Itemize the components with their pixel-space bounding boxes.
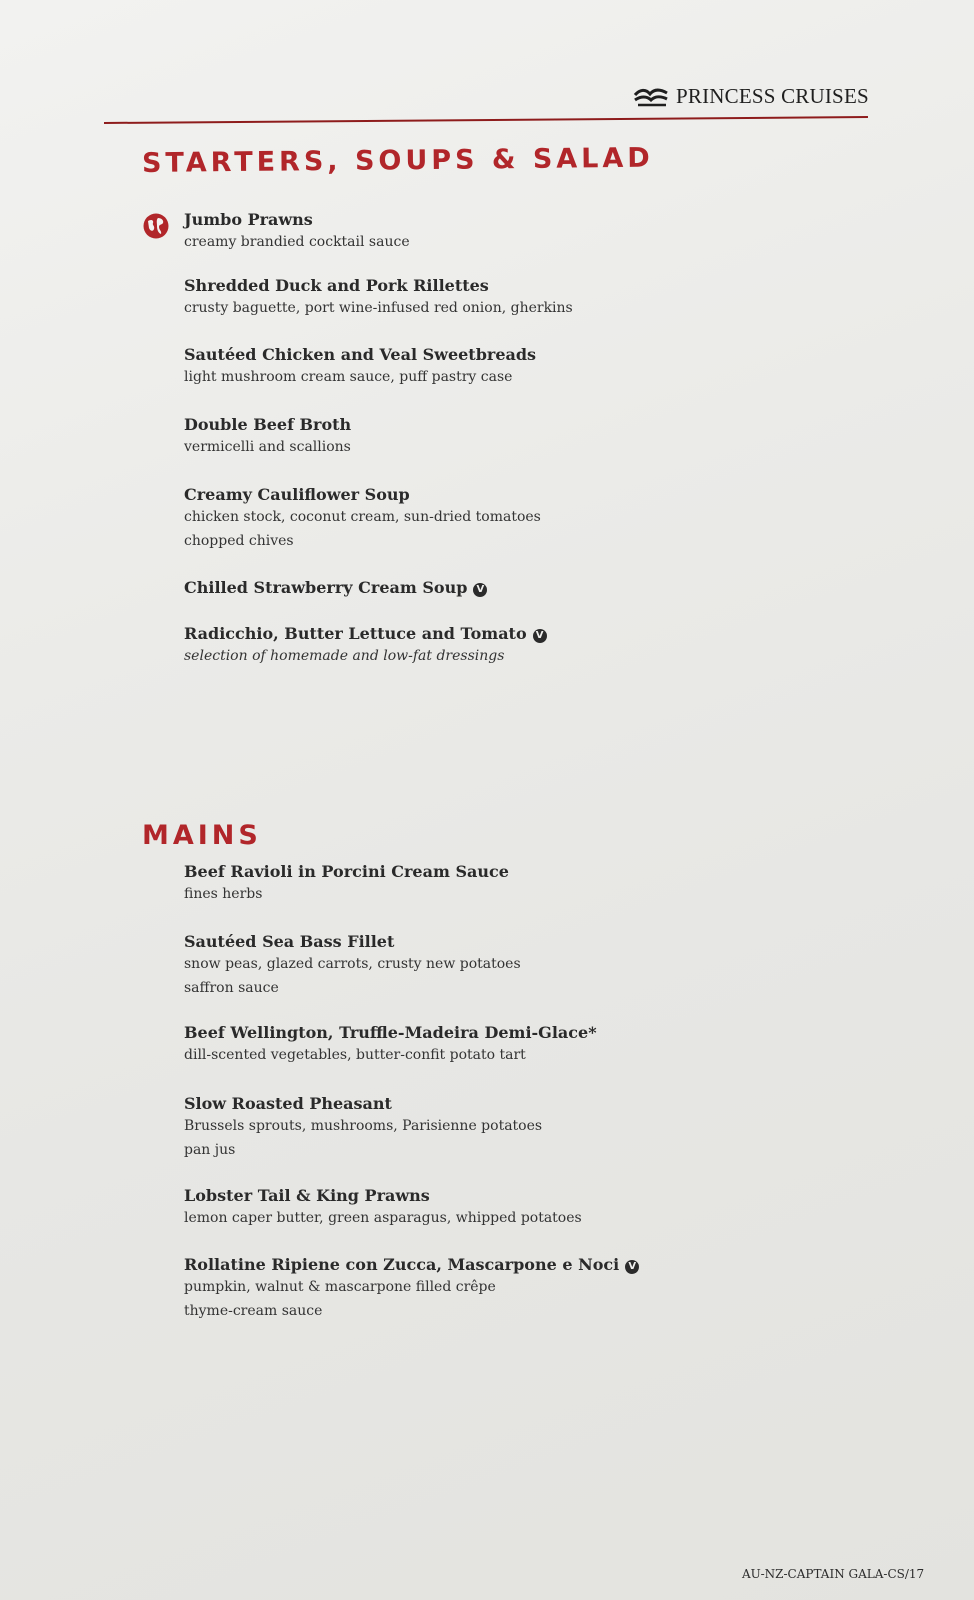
item-name <box>184 624 547 644</box>
item-name <box>184 1255 639 1275</box>
menu-item <box>184 1094 542 1162</box>
item-description: Brussels sprouts, mushrooms, Parisienne potatoes <box>184 1118 543 1134</box>
item-description: creamy brandied cocktail sauce <box>184 234 410 250</box>
menu-item <box>184 1186 582 1230</box>
item-name: Beef Ravioli in Porcini Cream Sauce <box>184 862 509 881</box>
item-name-text: Rollatine Ripiene con Zucca, Mascarpone e Noci <box>184 1255 620 1274</box>
vegetarian-icon: V <box>533 629 547 643</box>
menu-item <box>184 624 547 668</box>
menu-item <box>184 415 351 459</box>
brand-name: PRINCESS CRUISES <box>676 84 869 108</box>
menu-item <box>184 345 536 389</box>
item-name: Shredded Duck and Pork Rillettes <box>184 276 489 295</box>
item-name-text: Chilled Strawberry Cream Soup <box>184 578 468 597</box>
item-description: selection of homemade and low-fat dressings <box>184 648 505 664</box>
menu-item <box>184 485 541 553</box>
item-name: Lobster Tail & King Prawns <box>184 1186 430 1205</box>
item-description: vermicelli and scallions <box>184 439 351 455</box>
item-name-text: Radicchio, Butter Lettuce and Tomato <box>184 624 527 643</box>
menu-item <box>184 1023 597 1067</box>
menu-item <box>184 932 521 1000</box>
menu-item <box>184 276 573 320</box>
menu-item <box>184 862 509 906</box>
vegetarian-icon: V <box>625 1260 639 1274</box>
globe-icon <box>142 212 170 240</box>
item-name: Slow Roasted Pheasant <box>184 1094 392 1113</box>
item-description: pumpkin, walnut & mascarpone filled crêpe <box>184 1279 496 1295</box>
item-description: thyme-cream sauce <box>184 1303 323 1319</box>
footer-code: AU-NZ-CAPTAIN GALA-CS/17 <box>742 1567 925 1581</box>
item-name: Double Beef Broth <box>184 415 352 434</box>
princess-waves-logo-icon <box>632 86 670 108</box>
item-description: fines herbs <box>184 886 263 902</box>
item-description: chopped chives <box>184 533 294 549</box>
item-description: chicken stock, coconut cream, sun-dried tomatoes <box>184 509 541 525</box>
item-description: saffron sauce <box>184 980 279 996</box>
item-name: Jumbo Prawns <box>184 210 313 229</box>
item-description: lemon caper butter, green asparagus, whipped potatoes <box>184 1210 582 1226</box>
brand-header <box>632 84 869 109</box>
item-description: snow peas, glazed carrots, crusty new potatoes <box>184 956 521 972</box>
item-description: crusty baguette, port wine-infused red onion, gherkins <box>184 300 573 316</box>
header-rule <box>104 116 868 124</box>
item-name <box>184 578 487 598</box>
menu-item <box>184 1255 639 1323</box>
item-description: pan jus <box>184 1142 236 1158</box>
item-name: Sautéed Chicken and Veal Sweetbreads <box>184 345 537 364</box>
item-description: dill-scented vegetables, butter-confit potato tart <box>184 1047 526 1063</box>
menu-item <box>184 210 410 254</box>
item-name: Beef Wellington, Truffle-Madeira Demi-Glace* <box>184 1023 597 1042</box>
item-name: Sautéed Sea Bass Fillet <box>184 932 395 951</box>
menu-item <box>184 578 487 598</box>
section-title-starters: STARTERS, SOUPS & SALAD <box>141 142 654 179</box>
item-description: light mushroom cream sauce, puff pastry case <box>184 369 513 385</box>
section-title-mains: MAINS <box>142 820 262 851</box>
vegetarian-icon: V <box>473 583 487 597</box>
item-name: Creamy Cauliflower Soup <box>184 485 410 504</box>
